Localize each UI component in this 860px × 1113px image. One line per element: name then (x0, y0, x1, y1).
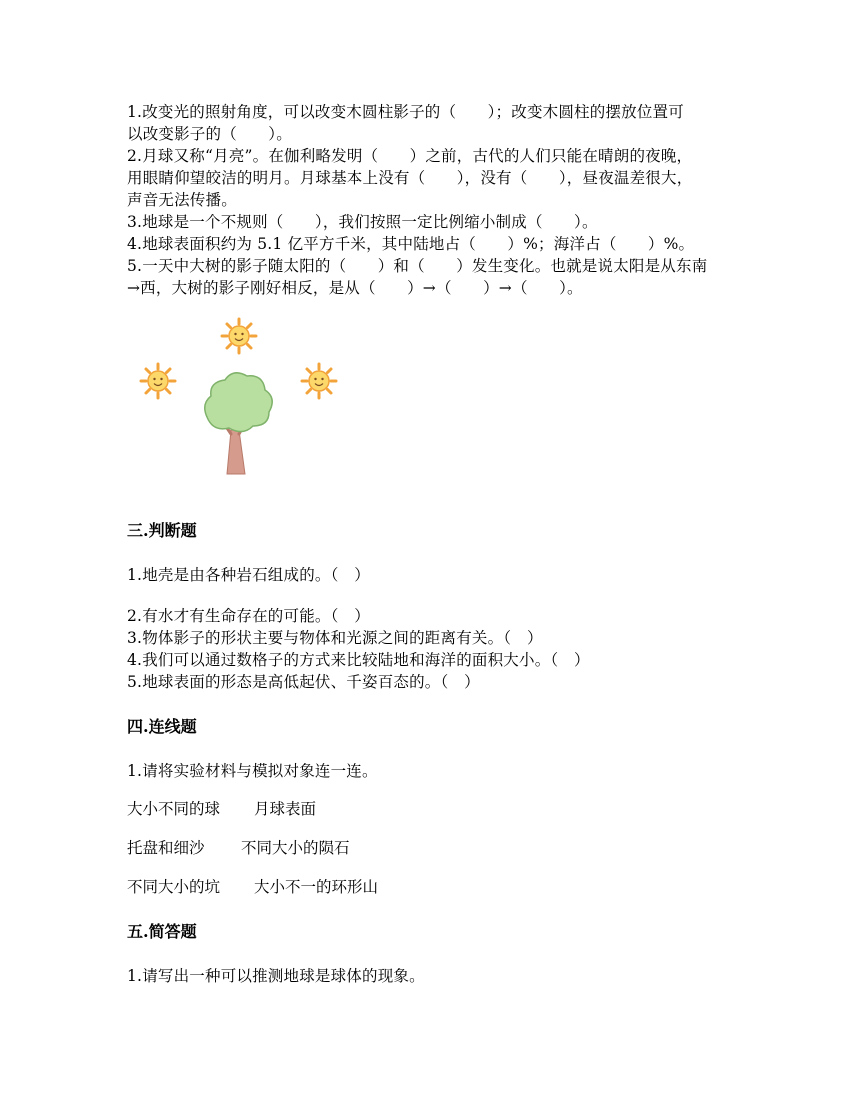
fill-in-line: 4.地球表面积约为 5.1 亿平方千米，其中陆地占（ ）%；海洋占（ ）%。 (127, 235, 695, 253)
judgement-item: 5.地球表面的形态是高低起伏、千姿百态的。（ ） (127, 673, 480, 691)
judgement-item: 3.物体影子的形状主要与物体和光源之间的距离有关。（ ） (127, 629, 543, 647)
fill-in-line: 用眼睛仰望皎洁的明月。月球基本上没有（ ），没有（ ），昼夜温差很大， (127, 169, 693, 187)
sun-icon (141, 364, 175, 398)
fill-in-line: 3.地球是一个不规则（ ），我们按照一定比例缩小制成（ ）。 (127, 213, 598, 231)
matching-prompt: 1.请将实验材料与模拟对象连一连。 (127, 762, 378, 780)
matching-left-item: 不同大小的坑 (127, 878, 221, 896)
sun-icon (222, 319, 256, 353)
judgement-item: 2.有水才有生命存在的可能。（ ） (127, 607, 370, 625)
fill-in-line: 声音无法传播。 (127, 191, 237, 209)
fill-in-line: 5.一天中大树的影子随太阳的（ ）和（ ）发生变化。也就是说太阳是从东南 (127, 257, 708, 275)
sun-tree-illustration (135, 312, 355, 482)
judgement-item: 4.我们可以通过数格子的方式来比较陆地和海洋的面积大小。（ ） (127, 651, 590, 669)
fill-in-line: 1.改变光的照射角度，可以改变木圆柱影子的（ ）；改变木圆柱的摆放位置可 (127, 103, 684, 121)
judgement-item: 1.地壳是由各种岩石组成的。（ ） (127, 566, 370, 584)
section-heading-matching: 四.连线题 (127, 717, 197, 736)
fill-in-line: →西，大树的影子刚好相反，是从（ ）→（ ）→（ ）。 (127, 279, 583, 297)
matching-left-item: 大小不同的球 (127, 800, 221, 818)
tree-icon (205, 373, 272, 474)
sun-icon (302, 364, 336, 398)
short-answer-prompt: 1.请写出一种可以推测地球是球体的现象。 (127, 967, 425, 985)
fill-in-line: 以改变影子的（ ）。 (127, 125, 292, 143)
matching-right-item: 大小不一的环形山 (254, 878, 379, 896)
section-heading-short-answer: 五.简答题 (127, 922, 197, 941)
matching-left-item: 托盘和细沙 (127, 839, 205, 857)
matching-right-item: 不同大小的陨石 (241, 839, 350, 857)
section-heading-judgement: 三.判断题 (127, 521, 197, 540)
matching-right-item: 月球表面 (254, 800, 317, 818)
fill-in-line: 2.月球又称“月亮”。在伽利略发明（ ）之前，古代的人们只能在晴朗的夜晚， (127, 147, 693, 165)
